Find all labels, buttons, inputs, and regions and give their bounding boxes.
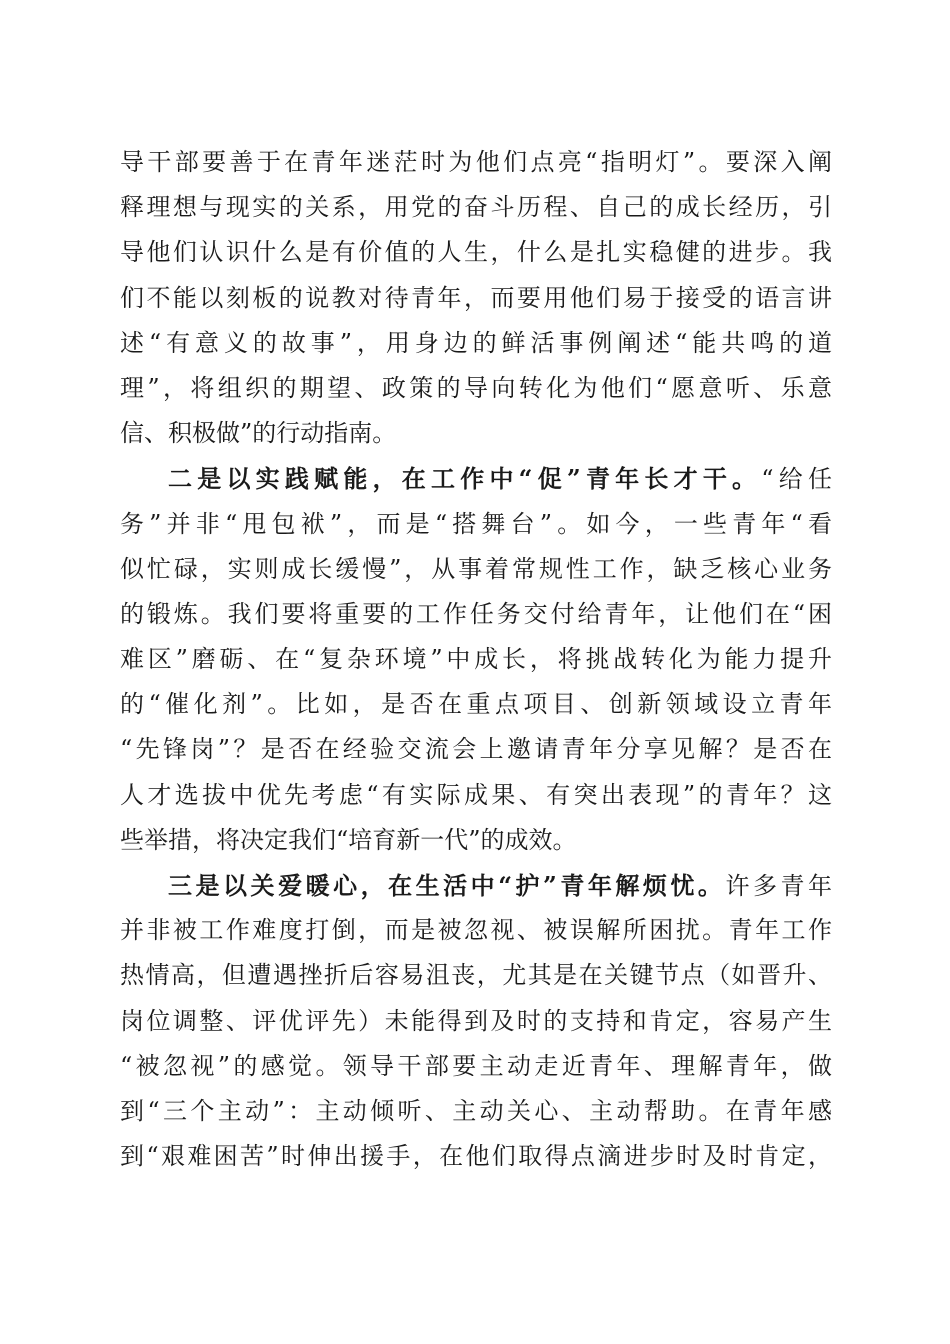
text-line: 的“催化剂”。比如，是否在重点项目、创新领域设立青年: [120, 690, 832, 719]
document-body: [120, 140, 832, 1179]
text-line: “先锋岗”？是否在经验交流会上邀请青年分享见解？是否在: [120, 735, 832, 764]
paragraph-3: [120, 863, 832, 1179]
text-line: 们不能以刻板的说教对待青年，而要用他们易于接受的语言讲: [120, 283, 832, 312]
text-run: 许多青年: [725, 872, 832, 900]
text-line: 导干部要善于在青年迷茫时为他们点亮“指明灯”。要深入阐: [120, 148, 832, 176]
paragraph-heading: 三是以关爱暖心，在生活中“护”青年解烦忧。: [168, 871, 726, 900]
text-line: 导他们认识什么是有价值的人生，什么是扎实稳健的进步。我: [120, 238, 832, 267]
text-line: 岗位调整、评优评先）未能得到及时的支持和肯定，容易产生: [120, 1006, 832, 1035]
text-line: 难区”磨砺、在“复杂环境”中成长，将挑战转化为能力提升: [120, 645, 832, 674]
text-line: 些举措，将决定我们“培育新一代”的成效。: [120, 825, 577, 854]
text-line: [120, 863, 832, 908]
text-line: 人才选拔中优先考虑“有实际成果、有突出表现”的青年？这: [120, 780, 832, 809]
text-line: 述“有意义的故事”，用身边的鲜活事例阐述“能共鸣的道: [120, 328, 832, 357]
paragraph-1: [120, 140, 832, 456]
text-line: 并非被工作难度打倒，而是被忽视、被误解所困扰。青年工作: [120, 916, 832, 945]
text-line: 务”并非“甩包袱”，而是“搭舞台”。如今，一些青年“看: [120, 509, 832, 538]
text-line: 释理想与现实的关系，用党的奋斗历程、自己的成长经历，引: [120, 193, 832, 222]
text-line: “被忽视”的感觉。领导干部要主动走近青年、理解青年，做: [120, 1051, 832, 1080]
text-line: [120, 456, 832, 501]
paragraph-2: [120, 456, 832, 863]
text-run: “给任: [761, 465, 832, 494]
text-line: 到“艰难困苦”时伸出援手，在他们取得点滴进步时及时肯定，: [120, 1142, 832, 1171]
paragraph-heading: 二是以实践赋能，在工作中“促”青年长才干。: [168, 464, 762, 494]
text-line: 的锻炼。我们要将重要的工作任务交付给青年，让他们在“困: [120, 599, 832, 628]
text-line: 似忙碌，实则成长缓慢”，从事着常规性工作，缺乏核心业务: [120, 554, 832, 583]
text-line: 理”，将组织的期望、政策的导向转化为他们“愿意听、乐意: [120, 373, 832, 402]
text-line: 信、积极做”的行动指南。: [120, 419, 397, 448]
text-line: 热情高，但遭遇挫折后容易沮丧，尤其是在关键节点（如晋升、: [120, 961, 832, 990]
text-line: 到“三个主动”：主动倾听、主动关心、主动帮助。在青年感: [120, 1096, 832, 1125]
